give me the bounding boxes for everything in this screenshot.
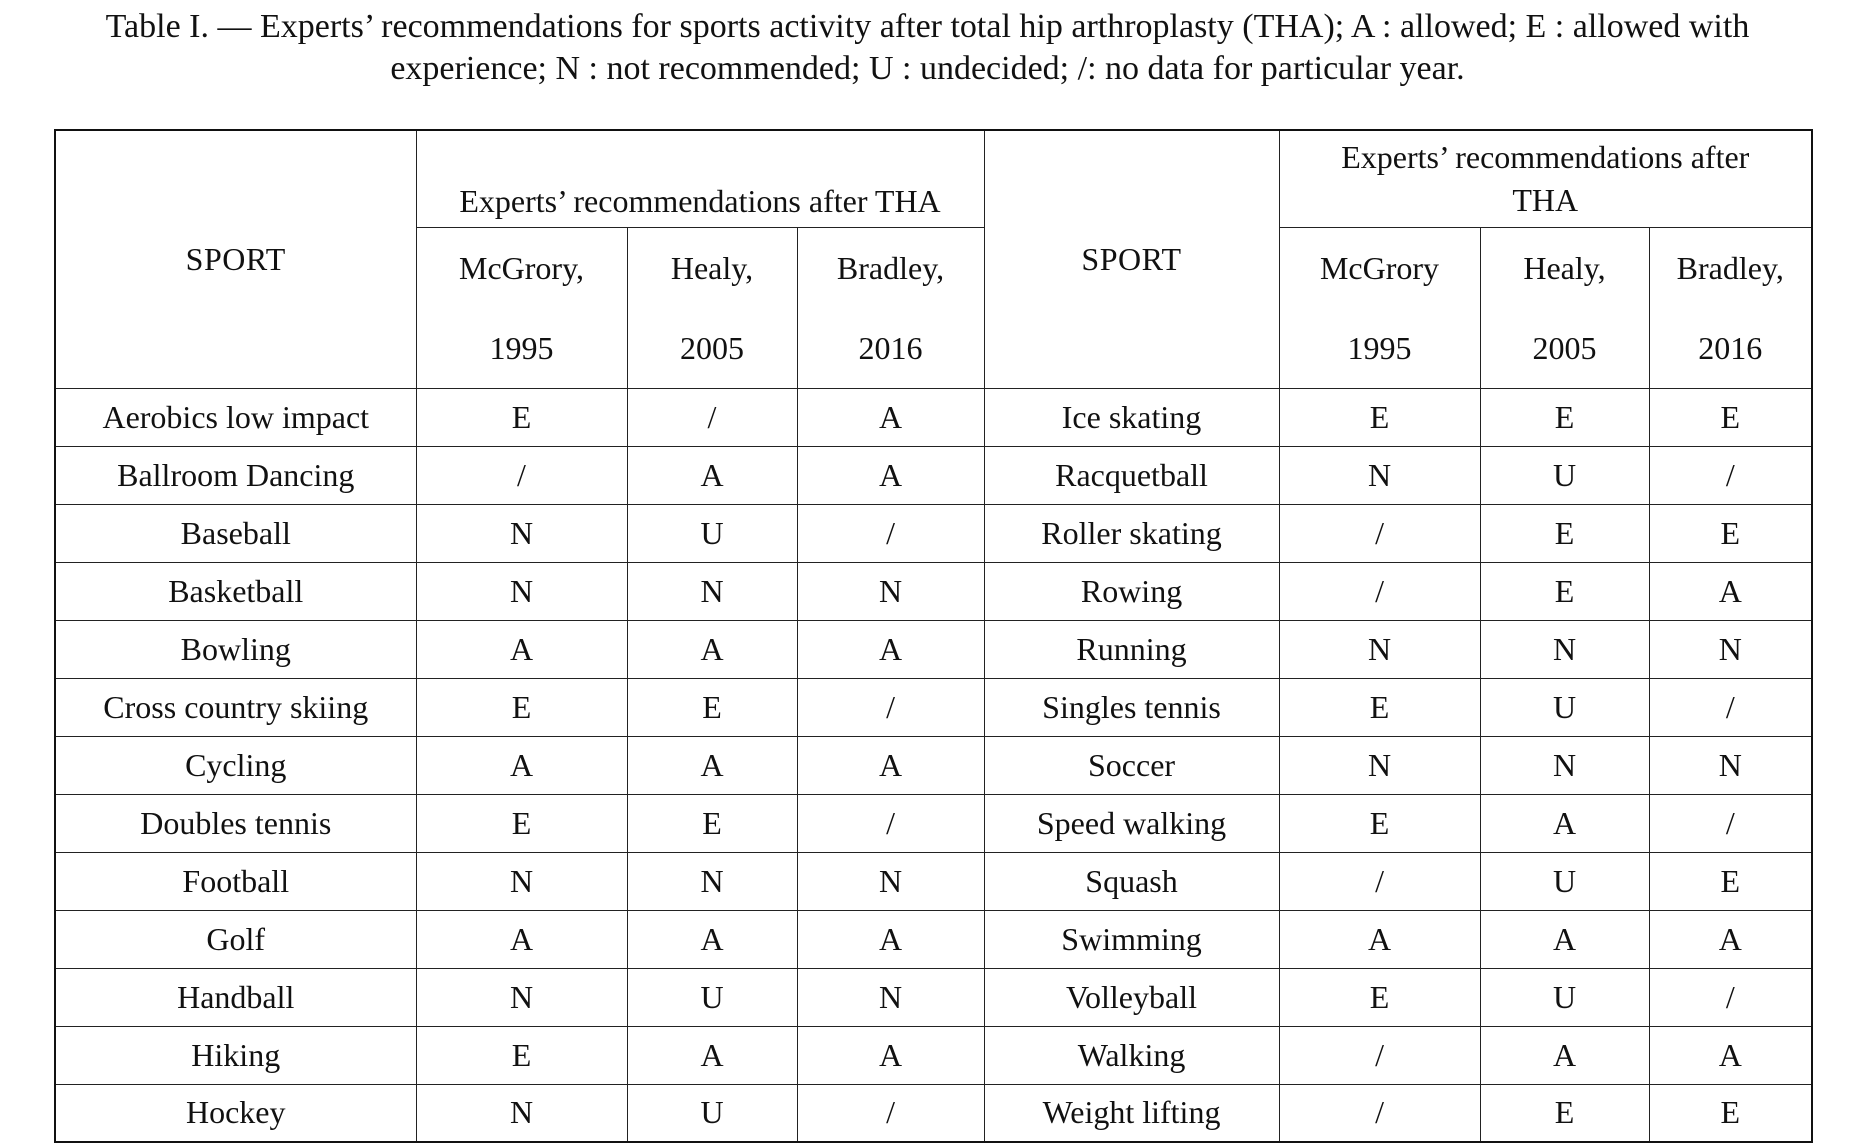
value-cell: U: [627, 504, 797, 562]
value-cell: U: [1480, 968, 1649, 1026]
value-cell: E: [1649, 504, 1812, 562]
sport-cell: Racquetball: [984, 446, 1279, 504]
value-cell: E: [1480, 388, 1649, 446]
col-header-bradley-left: Bradley, 2016: [797, 227, 984, 388]
value-cell: /: [1649, 794, 1812, 852]
sport-cell: Roller skating: [984, 504, 1279, 562]
value-cell: /: [1279, 852, 1480, 910]
value-cell: N: [1480, 620, 1649, 678]
sport-cell: Ballroom Dancing: [55, 446, 416, 504]
sport-cell: Bowling: [55, 620, 416, 678]
value-cell: A: [627, 620, 797, 678]
value-cell: E: [1649, 388, 1812, 446]
value-cell: /: [627, 388, 797, 446]
table-row: [55, 620, 1812, 678]
table-row: [55, 446, 1812, 504]
sport-cell: Singles tennis: [984, 678, 1279, 736]
value-cell: U: [627, 1084, 797, 1142]
value-cell: N: [416, 504, 627, 562]
table-row: [55, 968, 1812, 1026]
value-cell: E: [627, 794, 797, 852]
sport-cell: Speed walking: [984, 794, 1279, 852]
sport-cell: Aerobics low impact: [55, 388, 416, 446]
value-cell: U: [1480, 446, 1649, 504]
sport-cell: Handball: [55, 968, 416, 1026]
sport-cell: Football: [55, 852, 416, 910]
value-cell: A: [1480, 1026, 1649, 1084]
table-caption: [60, 6, 1795, 90]
sport-cell: Hiking: [55, 1026, 416, 1084]
value-cell: A: [1480, 910, 1649, 968]
value-cell: E: [1279, 388, 1480, 446]
table-row: [55, 736, 1812, 794]
value-cell: N: [1480, 736, 1649, 794]
value-cell: N: [797, 968, 984, 1026]
value-cell: A: [797, 736, 984, 794]
value-cell: E: [627, 678, 797, 736]
value-cell: A: [627, 910, 797, 968]
sport-cell: Weight lifting: [984, 1084, 1279, 1142]
value-cell: A: [1649, 1026, 1812, 1084]
value-cell: /: [797, 678, 984, 736]
value-cell: /: [1279, 562, 1480, 620]
sport-cell: Walking: [984, 1026, 1279, 1084]
value-cell: E: [416, 678, 627, 736]
table-row: [55, 910, 1812, 968]
value-cell: N: [797, 562, 984, 620]
value-cell: N: [1279, 736, 1480, 794]
sport-cell: Golf: [55, 910, 416, 968]
value-cell: N: [627, 852, 797, 910]
value-cell: A: [627, 1026, 797, 1084]
value-cell: E: [1480, 1084, 1649, 1142]
sport-cell: Volleyball: [984, 968, 1279, 1026]
value-cell: U: [627, 968, 797, 1026]
value-cell: N: [1279, 446, 1480, 504]
value-cell: A: [416, 910, 627, 968]
table-row: [55, 388, 1812, 446]
value-cell: E: [416, 1026, 627, 1084]
col-header-bradley-right: Bradley, 2016: [1649, 227, 1812, 388]
table-row: [55, 1026, 1812, 1084]
value-cell: /: [1649, 968, 1812, 1026]
value-cell: /: [1279, 504, 1480, 562]
value-cell: E: [1279, 794, 1480, 852]
sport-cell: Basketball: [55, 562, 416, 620]
table-row: [55, 852, 1812, 910]
value-cell: N: [416, 852, 627, 910]
value-cell: A: [797, 446, 984, 504]
group-header-left: Experts’ recommendations after THA: [416, 130, 984, 227]
value-cell: E: [416, 794, 627, 852]
value-cell: A: [1649, 910, 1812, 968]
value-cell: /: [1279, 1026, 1480, 1084]
value-cell: N: [416, 968, 627, 1026]
table-row: [55, 562, 1812, 620]
value-cell: A: [797, 620, 984, 678]
value-cell: N: [416, 562, 627, 620]
group-header-right: Experts’ recommendations after THA: [1279, 130, 1812, 227]
col-header-mcgrory-left: McGrory, 1995: [416, 227, 627, 388]
sport-cell: Baseball: [55, 504, 416, 562]
sport-cell: Ice skating: [984, 388, 1279, 446]
value-cell: /: [1649, 446, 1812, 504]
col-header-mcgrory-right: McGrory 1995: [1279, 227, 1480, 388]
value-cell: E: [1480, 562, 1649, 620]
table-row: [55, 504, 1812, 562]
value-cell: N: [1279, 620, 1480, 678]
sport-cell: Cycling: [55, 736, 416, 794]
value-cell: A: [416, 620, 627, 678]
value-cell: /: [797, 504, 984, 562]
value-cell: U: [1480, 852, 1649, 910]
value-cell: /: [1279, 1084, 1480, 1142]
sport-cell: Doubles tennis: [55, 794, 416, 852]
caption-line-1: Table I. — Experts’ recommendations for sports activity after total hip arthroplasty (THA); A : allowed; E : allowed with: [105, 8, 1750, 45]
col-header-healy-left: Healy, 2005: [627, 227, 797, 388]
value-cell: N: [627, 562, 797, 620]
sport-cell: Hockey: [55, 1084, 416, 1142]
value-cell: A: [797, 1026, 984, 1084]
value-cell: A: [1480, 794, 1649, 852]
sport-header-left: SPORT: [55, 130, 416, 388]
table-row: [55, 678, 1812, 736]
value-cell: A: [797, 388, 984, 446]
value-cell: E: [1649, 852, 1812, 910]
value-cell: A: [416, 736, 627, 794]
value-cell: /: [416, 446, 627, 504]
sport-cell: Cross country skiing: [55, 678, 416, 736]
value-cell: A: [1279, 910, 1480, 968]
table-row: [55, 1084, 1812, 1142]
value-cell: E: [416, 388, 627, 446]
sport-header-right: SPORT: [984, 130, 1279, 388]
value-cell: U: [1480, 678, 1649, 736]
caption-line-2: experience; N : not recommended; U : undecided; /: no data for particular year.: [390, 50, 1465, 87]
value-cell: A: [627, 446, 797, 504]
value-cell: /: [797, 1084, 984, 1142]
value-cell: A: [1649, 562, 1812, 620]
sport-cell: Swimming: [984, 910, 1279, 968]
value-cell: N: [416, 1084, 627, 1142]
value-cell: N: [797, 852, 984, 910]
sport-cell: Soccer: [984, 736, 1279, 794]
sport-cell: Running: [984, 620, 1279, 678]
table-row: [55, 794, 1812, 852]
sport-cell: Rowing: [984, 562, 1279, 620]
value-cell: A: [627, 736, 797, 794]
value-cell: E: [1279, 678, 1480, 736]
recommendations-table: [54, 129, 1813, 1143]
value-cell: N: [1649, 620, 1812, 678]
sport-cell: Squash: [984, 852, 1279, 910]
value-cell: E: [1480, 504, 1649, 562]
value-cell: /: [797, 794, 984, 852]
col-header-healy-right: Healy, 2005: [1480, 227, 1649, 388]
value-cell: /: [1649, 678, 1812, 736]
value-cell: E: [1279, 968, 1480, 1026]
value-cell: N: [1649, 736, 1812, 794]
value-cell: E: [1649, 1084, 1812, 1142]
value-cell: A: [797, 910, 984, 968]
